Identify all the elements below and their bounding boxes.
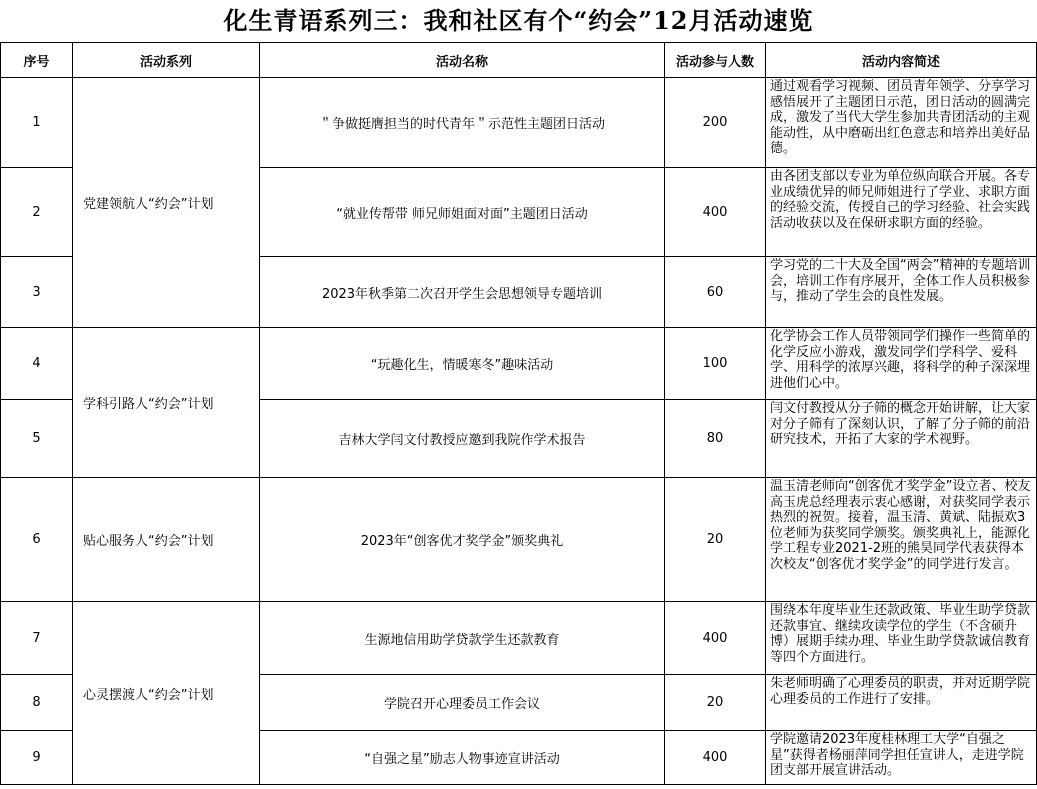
table-header-row: [1, 43, 1037, 78]
series-cell: 心灵摆渡人“约会”计划: [73, 602, 260, 785]
activity-name: 吉林大学闫文付教授应邀到我院作学术报告: [260, 400, 665, 478]
row-index: 7: [1, 602, 73, 675]
header-name: 活动名称: [260, 43, 665, 78]
header-participants: 活动参与人数: [665, 43, 766, 78]
activity-summary: 学院邀请2023年度桂林理工大学“自强之星”获得者杨丽萍同学担任宣讲人，走进学院团支部开展宣讲活动。: [766, 731, 1037, 785]
row-index: 6: [1, 478, 73, 602]
activity-name: “就业传帮带 师兄师姐面对面”主题团日活动: [260, 168, 665, 257]
table-row: [1, 78, 1037, 168]
series-cell: 贴心服务人“约会”计划: [73, 478, 260, 602]
row-index: 2: [1, 168, 73, 257]
participant-count: 100: [665, 328, 766, 400]
activity-summary: 学习党的二十大及全国“两会”精神的专题培训会，培训工作有序展开，全体工作人员积极参与，推动了学生会的良性发展。: [766, 257, 1037, 328]
activity-name: 生源地信用助学贷款学生还款教育: [260, 602, 665, 675]
activity-summary: 闫文付教授从分子筛的概念开始讲解，让大家对分子筛有了深刻认识，了解了分子筛的前沿研究技术，开拓了大家的学术视野。: [766, 400, 1037, 478]
header-index: 序号: [1, 43, 73, 78]
table-row: [1, 478, 1037, 602]
activity-name: ＂争做挺膺担当的时代青年＂示范性主题团日活动: [260, 78, 665, 168]
row-index: 1: [1, 78, 73, 168]
row-index: 3: [1, 257, 73, 328]
activity-name: 2023年秋季第二次召开学生会思想领导专题培训: [260, 257, 665, 328]
activity-summary: 朱老师明确了心理委员的职责，并对近期学院心理委员的工作进行了安排。: [766, 675, 1037, 731]
activity-name: “玩趣化生，情暖寒冬”趣味活动: [260, 328, 665, 400]
series-cell: 学科引路人“约会”计划: [73, 328, 260, 478]
header-summary: 活动内容简述: [766, 43, 1037, 78]
activity-summary: 温玉清老师向“创客优才奖学金”设立者、校友高玉虎总经理表示衷心感谢，对获奖同学表示热烈的祝贺。接着，温玉清、黄斌、陆振欢3位老师为获奖同学颁奖。颁奖典礼上，能源化学工程专业2021-2班的熊昊同学代表获得本次校友“创客优才奖学金”的同学进行发言。: [766, 478, 1037, 602]
activity-table: [0, 42, 1037, 785]
activity-summary: 通过观看学习视频、团员青年领学、分享学习感悟展开了主题团日示范，团日活动的圆满完成，激发了当代大学生参加共青团活动的主观能动性，从中磨砺出红色意志和培养出美好品德。: [766, 78, 1037, 168]
table-row: [1, 602, 1037, 675]
table-row: [1, 328, 1037, 400]
row-index: 5: [1, 400, 73, 478]
participant-count: 400: [665, 168, 766, 257]
participant-count: 60: [665, 257, 766, 328]
participant-count: 20: [665, 478, 766, 602]
row-index: 4: [1, 328, 73, 400]
header-series: 活动系列: [73, 43, 260, 78]
activity-name: 学院召开心理委员工作会议: [260, 675, 665, 731]
participant-count: 400: [665, 731, 766, 785]
activity-summary: 化学协会工作人员带领同学们操作一些简单的化学反应小游戏，激发同学们学科学、爱科学、用科学的浓厚兴趣，将科学的种子深深埋进他们心中。: [766, 328, 1037, 400]
participant-count: 200: [665, 78, 766, 168]
participant-count: 20: [665, 675, 766, 731]
row-index: 8: [1, 675, 73, 731]
series-cell: 党建领航人“约会”计划: [73, 78, 260, 328]
participant-count: 80: [665, 400, 766, 478]
row-index: 9: [1, 731, 73, 785]
participant-count: 400: [665, 602, 766, 675]
activity-summary: 由各团支部以专业为单位纵向联合开展。各专业成绩优异的师兄师姐进行了学业、求职方面的经验交流，传授自己的学习经验、社会实践活动收获以及在保研求职方面的经验。: [766, 168, 1037, 257]
activity-name: “自强之星”励志人物事迹宣讲活动: [260, 731, 665, 785]
page-title: 化生青语系列三：我和社区有个“约会”12月活动速览: [223, 6, 814, 35]
activity-summary: 围绕本年度毕业生还款政策、毕业生助学贷款还款事宜、继续攻读学位的学生（不含硕升博）展期手续办理、毕业生助学贷款诚信教育等四个方面进行。: [766, 602, 1037, 675]
activity-name: 2023年“创客优才奖学金”颁奖典礼: [260, 478, 665, 602]
